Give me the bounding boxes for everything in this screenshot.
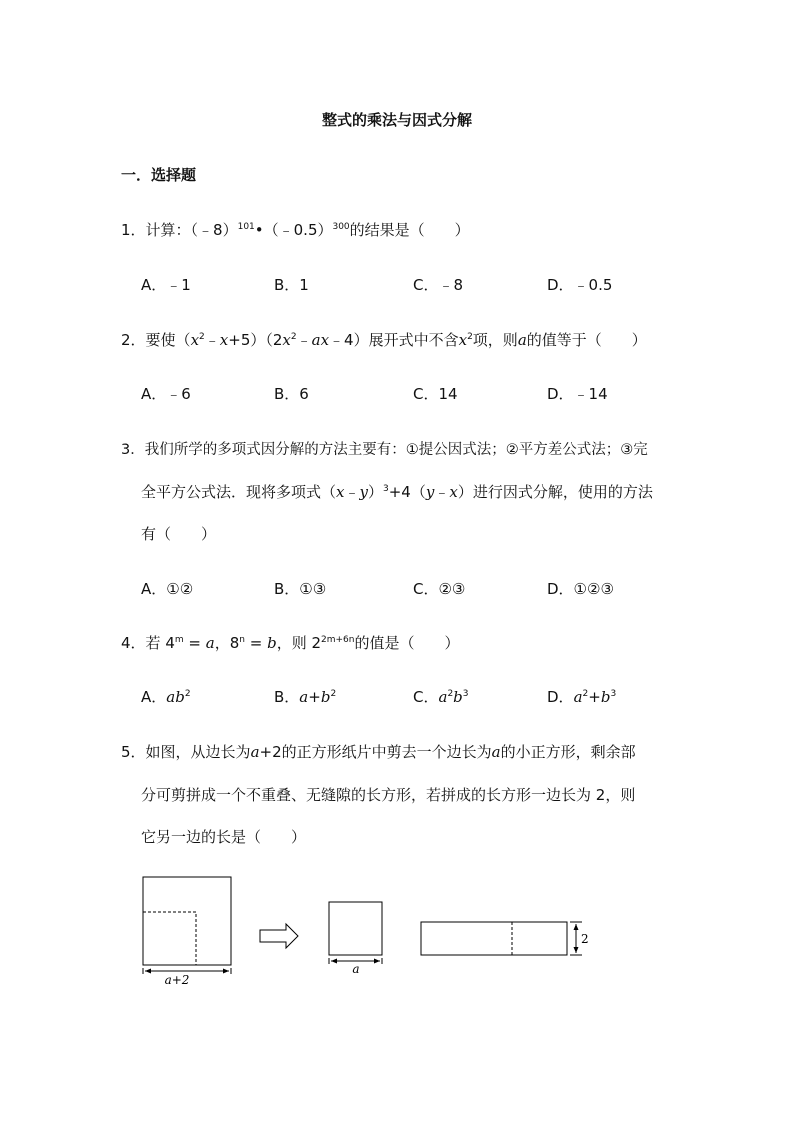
q2-var-x: x — [190, 331, 200, 349]
question-1 — [121, 219, 470, 240]
cut-line — [143, 912, 196, 965]
q2-option-a: A．﹣6 — [141, 385, 191, 403]
q2-text-1: 要使（ — [145, 331, 191, 349]
q4-exp-m: m — [174, 635, 184, 645]
transform-arrow-icon — [260, 924, 298, 948]
q1-text-2: •（﹣0.5） — [254, 221, 333, 239]
q2-var-x5: x — [458, 331, 468, 349]
q4-var-a: a — [205, 634, 215, 652]
q2-text-4: ﹣ — [296, 331, 312, 349]
q4-option-d — [547, 686, 616, 707]
var-a: a — [299, 688, 309, 706]
q4-exp-big: 2m+6n — [321, 635, 355, 645]
question-3 — [121, 438, 648, 459]
var-a: a — [438, 688, 448, 706]
q3-line-3: 有（ ） — [141, 525, 217, 543]
q5-text-1c: 的小正方形，剩余部 — [500, 743, 636, 761]
q3-var-y2: y — [425, 483, 435, 501]
q4-var-b: b — [267, 634, 277, 652]
q2-text-7: 的值等于（ ） — [526, 331, 647, 349]
var-a: a — [166, 688, 176, 706]
q4-text-4: 的值是（ ） — [354, 634, 460, 652]
q5-line-3: 它另一边的长是（ ） — [141, 828, 307, 846]
q4-option-c — [413, 686, 469, 707]
arrow-head — [145, 969, 151, 974]
q3-option-b: B．①③ — [274, 580, 327, 598]
exp: 2 — [330, 689, 337, 699]
question-4 — [121, 632, 459, 653]
exp: 2 — [582, 689, 589, 699]
q4-option-a — [141, 686, 191, 707]
q2-var-a2: a — [517, 331, 527, 349]
plus: + — [308, 688, 321, 706]
q2-option-d: D．﹣14 — [547, 385, 608, 403]
q3-text-2d: ）进行因式分解，使用的方法 — [457, 483, 653, 501]
var-b: b — [453, 688, 463, 706]
q2-text-6: 项，则 — [472, 331, 518, 349]
q3-var-x: x — [336, 483, 345, 501]
exp: 2 — [447, 689, 454, 699]
q4-exp-n: n — [239, 635, 245, 645]
q5-figure — [0, 860, 794, 1000]
big-square — [143, 877, 231, 965]
q5-text-1b: +2的正方形纸片中剪去一个边长为 — [259, 743, 492, 761]
q3-line-1: 我们所学的多项式因分解的方法主要有：①提公因式法；②平方差公式法；③完 — [144, 442, 648, 458]
q3-option-d: D．①②③ — [547, 580, 614, 598]
q5-var-a2: a — [491, 743, 501, 761]
q3-var-y: y — [359, 483, 368, 501]
q3-line-2 — [141, 481, 653, 502]
question-number: 1． — [121, 221, 146, 239]
q3-text-2a: 全平方公式法．现将多项式（ — [141, 483, 337, 501]
q1-option-b: B．1 — [274, 276, 309, 294]
q1-option-a: A．﹣1 — [141, 276, 191, 294]
q1-option-c: C．﹣8 — [413, 276, 464, 294]
q3-text-2c: +4（ — [388, 483, 426, 501]
question-2 — [121, 329, 647, 350]
arrow-head — [574, 924, 579, 930]
var-b: b — [600, 688, 611, 706]
question-number: 2． — [121, 331, 146, 349]
q2-exp3: 2 — [467, 332, 473, 342]
q5-var-a: a — [250, 743, 260, 761]
q3-exp: 3 — [383, 484, 389, 494]
q1-exponent-1: 101 — [237, 222, 255, 232]
q5-text-1a: 如图，从边长为 — [145, 743, 251, 761]
opt-label: A． — [141, 688, 167, 706]
label-2: 2 — [581, 932, 589, 946]
arrow-head — [223, 969, 229, 974]
q2-option-c: C．14 — [413, 385, 458, 403]
q3-option-c: C．②③ — [413, 580, 466, 598]
question-5 — [121, 741, 636, 762]
q3-var-x2: x — [449, 483, 458, 501]
q3-minus2: ﹣ — [434, 483, 450, 501]
exp: 3 — [610, 689, 617, 699]
q4-text-1: 若 4 — [145, 634, 175, 652]
label-a-plus-2: a+2 — [164, 973, 190, 987]
arrow-head — [374, 959, 380, 964]
q2-text-3: +5）（2 — [228, 331, 283, 349]
q3-minus: ﹣ — [344, 483, 360, 501]
q1-exponent-2: 300 — [332, 222, 350, 232]
opt-label: B． — [274, 688, 300, 706]
q3-option-a: A．①② — [141, 580, 194, 598]
arrow-head — [574, 947, 579, 953]
exp: 2 — [184, 689, 191, 699]
q2-exp2: 2 — [290, 332, 297, 342]
q2-var-a: a — [311, 331, 321, 349]
var-b: b — [320, 688, 331, 706]
q4-text-3: ，则 2 — [276, 634, 321, 652]
q2-var-x2: x — [219, 331, 229, 349]
q5-line-2: 分可剪拼成一个不重叠、无缝隙的长方形，若拼成的长方形一边长为 2，则 — [141, 786, 636, 804]
var-a: a — [573, 688, 583, 706]
q4-eq: = — [183, 634, 206, 652]
q3-text-2b: ） — [367, 483, 383, 501]
page-title: 整式的乘法与因式分解 — [321, 111, 472, 129]
q2-var-x4: x — [320, 331, 330, 349]
opt-label: C． — [413, 688, 439, 706]
question-number: 3． — [121, 442, 145, 458]
section-heading: 一．选择题 — [121, 166, 197, 184]
q2-option-b: B．6 — [274, 385, 309, 403]
q1-text-3: 的结果是（ ） — [349, 221, 470, 239]
result-rectangle — [421, 922, 567, 955]
q4-option-b — [274, 686, 336, 707]
question-number: 5． — [121, 743, 146, 761]
q2-var-x3: x — [282, 331, 291, 349]
q2-text-2: ﹣ — [204, 331, 220, 349]
q2-exp: 2 — [199, 332, 205, 342]
opt-label: D． — [547, 688, 574, 706]
q1-text-1: 计算：（﹣8） — [145, 221, 238, 239]
q4-eq2: = — [244, 634, 268, 652]
small-square — [329, 902, 382, 955]
var-b: b — [175, 688, 185, 706]
plus: + — [588, 688, 601, 706]
question-number: 4． — [121, 634, 146, 652]
exp: 3 — [462, 689, 469, 699]
q1-option-d: D．﹣0.5 — [547, 276, 613, 294]
arrow-head — [331, 959, 337, 964]
label-a: a — [352, 962, 360, 976]
q4-text-2: ，8 — [214, 634, 240, 652]
q2-text-5: ﹣4）展开式中不含 — [329, 331, 459, 349]
